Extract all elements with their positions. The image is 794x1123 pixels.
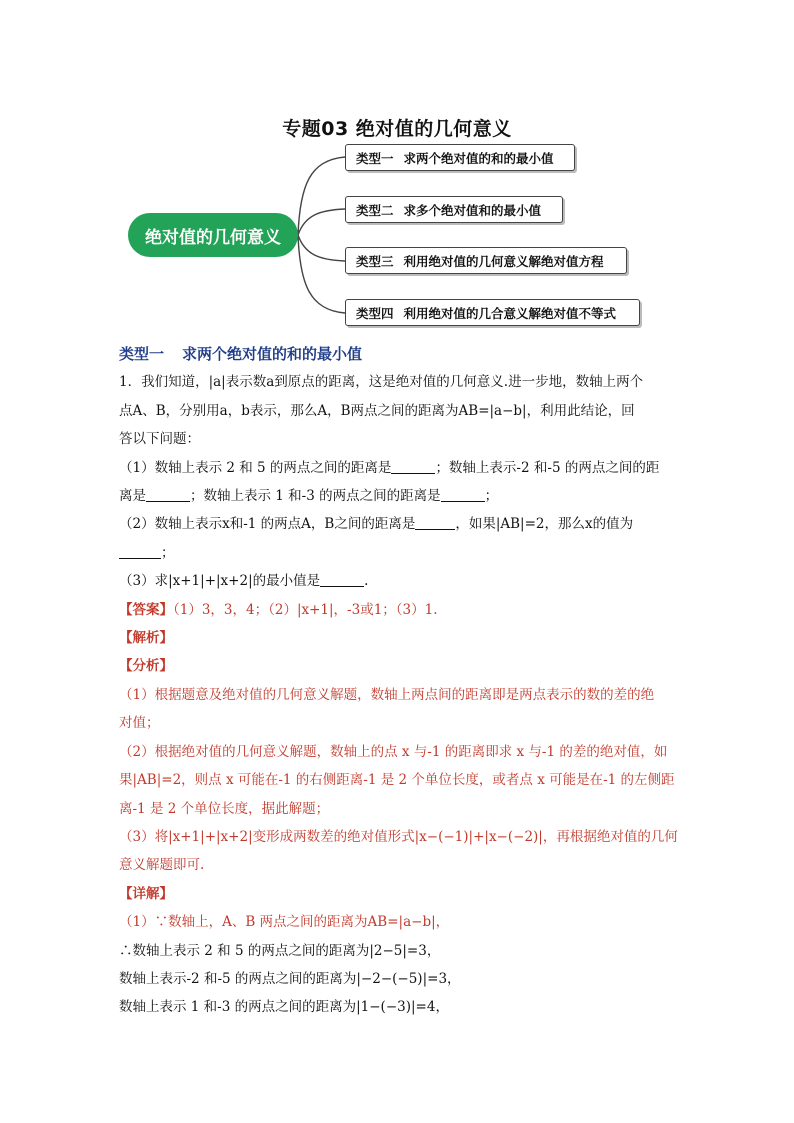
branch-text: 利用绝对值的几何意义解绝对值方程 <box>403 253 604 269</box>
answer-blank <box>320 572 364 587</box>
question-3 <box>119 567 679 595</box>
mindmap-branch-2 <box>345 196 563 223</box>
connector-3 <box>298 235 345 261</box>
analysis-p2a: （2）根据绝对值的几何意义解题，数轴上的点 x 与-1 的距离即求 x 与-1 的差的绝对值，如 <box>119 743 668 760</box>
jiexi-label: 【解析】 <box>119 630 173 647</box>
answer-text: （1）3，3，4；（2）|x+1|，-3或1；（3）1. <box>173 601 438 618</box>
mindmap-branch-3 <box>345 247 627 274</box>
analysis-p1b: 对值； <box>119 715 160 732</box>
answer-blank <box>146 487 190 502</box>
branch-type: 类型四 <box>356 305 394 321</box>
detail-label: 【详解】 <box>119 885 173 902</box>
branch-text: 求两个绝对值的和的最小值 <box>403 150 554 166</box>
question-1-cont <box>119 482 679 510</box>
q1-part-b: ；数轴上表示-2 和-5 的两点之间的距 <box>435 459 660 476</box>
answer-blank <box>119 544 161 559</box>
problem-line-1: 1．我们知道，|a|表示数a到原点的距离，这是绝对值的几何意义.进一步地，数轴上两个 <box>119 374 644 391</box>
branch-text: 利用绝对值的几合意义解绝对值不等式 <box>403 305 617 321</box>
branch-type: 类型二 <box>356 202 394 218</box>
analysis-p2b: 果|AB|=2，则点 x 可能在-1 的右侧距离-1 是 2 个单位长度，或者点 x 可能是在-1 的左侧距 <box>119 772 675 789</box>
page-title: 专题03 绝对值的几何意义 <box>282 118 512 140</box>
analysis-p2c: 离-1 是 2 个单位长度，据此解题； <box>119 800 330 817</box>
answer-blank <box>441 487 485 502</box>
mindmap-branch-4 <box>345 299 640 326</box>
mindmap-branch-1 <box>345 144 575 171</box>
branch-text: 求多个绝对值和的最小值 <box>403 202 542 218</box>
connector-1 <box>298 157 345 235</box>
connector-2 <box>298 209 345 235</box>
answer-blank <box>415 515 455 530</box>
mindmap-root: 绝对值的几何意义 <box>128 213 298 257</box>
q3-part-a: （3）求|x+1|+|x+2|的最小值是 <box>119 573 321 590</box>
section-type: 类型一 <box>119 345 165 363</box>
q2-part-b: ，如果|AB|=2，那么x的值为 <box>455 516 634 533</box>
branch-type: 类型三 <box>356 253 394 269</box>
detail-line-1: （1）∵数轴上，A、B 两点之间的距离为AB=|a−b|， <box>119 914 450 931</box>
branch-type: 类型一 <box>356 150 394 166</box>
answer-blank <box>391 459 435 474</box>
analysis-p3b: 意义解题即可. <box>119 857 205 874</box>
section-heading <box>119 340 679 368</box>
question-1 <box>119 454 679 482</box>
q1-part-e: ； <box>484 488 499 505</box>
document-body <box>119 340 679 1022</box>
q2-part-c: ； <box>161 544 175 561</box>
q1-part-d: ；数轴上表示 1 和-3 的两点之间的距离是 <box>190 488 441 505</box>
q1-part-a: （1）数轴上表示 2 和 5 的两点之间的距离是 <box>119 459 392 476</box>
q3-part-b: . <box>364 573 369 590</box>
question-2-cont <box>119 539 679 567</box>
analysis-p1a: （1）根据题意及绝对值的几何意义解题，数轴上两点间的距离即是两点表示的数的差的绝 <box>119 686 655 703</box>
analysis-p3a: （3）将|x+1|+|x+2|变形成两数差的绝对值形式|x−(−1)|+|x−(−2)|，再根据绝对值的几何 <box>119 828 678 845</box>
q1-part-c: 离是 <box>119 488 146 505</box>
detail-line-2: ∴数轴上表示 2 和 5 的两点之间的距离为|2−5|=3， <box>119 942 441 959</box>
fenxi-label: 【分析】 <box>119 658 173 675</box>
answer-label: 【答案】 <box>119 601 173 618</box>
q2-part-a: （2）数轴上表示x和-1 的两点A，B之间的距离是 <box>119 516 416 533</box>
problem-line-3: 答以下问题： <box>119 431 200 448</box>
detail-line-3: 数轴上表示-2 和-5 的两点之间的距离为|−2−(−5)|=3， <box>119 970 461 987</box>
section-title: 求两个绝对值的和的最小值 <box>182 345 363 363</box>
question-2 <box>119 510 679 538</box>
answer-line <box>119 596 679 624</box>
connector-4 <box>298 235 345 313</box>
detail-line-4: 数轴上表示 1 和-3 的两点之间的距离为|1−(−3)|=4， <box>119 999 449 1016</box>
problem-line-2: 点A、B，分别用a，b表示，那么A，B两点之间的距离为AB=|a−b|，利用此结论，回 <box>119 402 635 419</box>
